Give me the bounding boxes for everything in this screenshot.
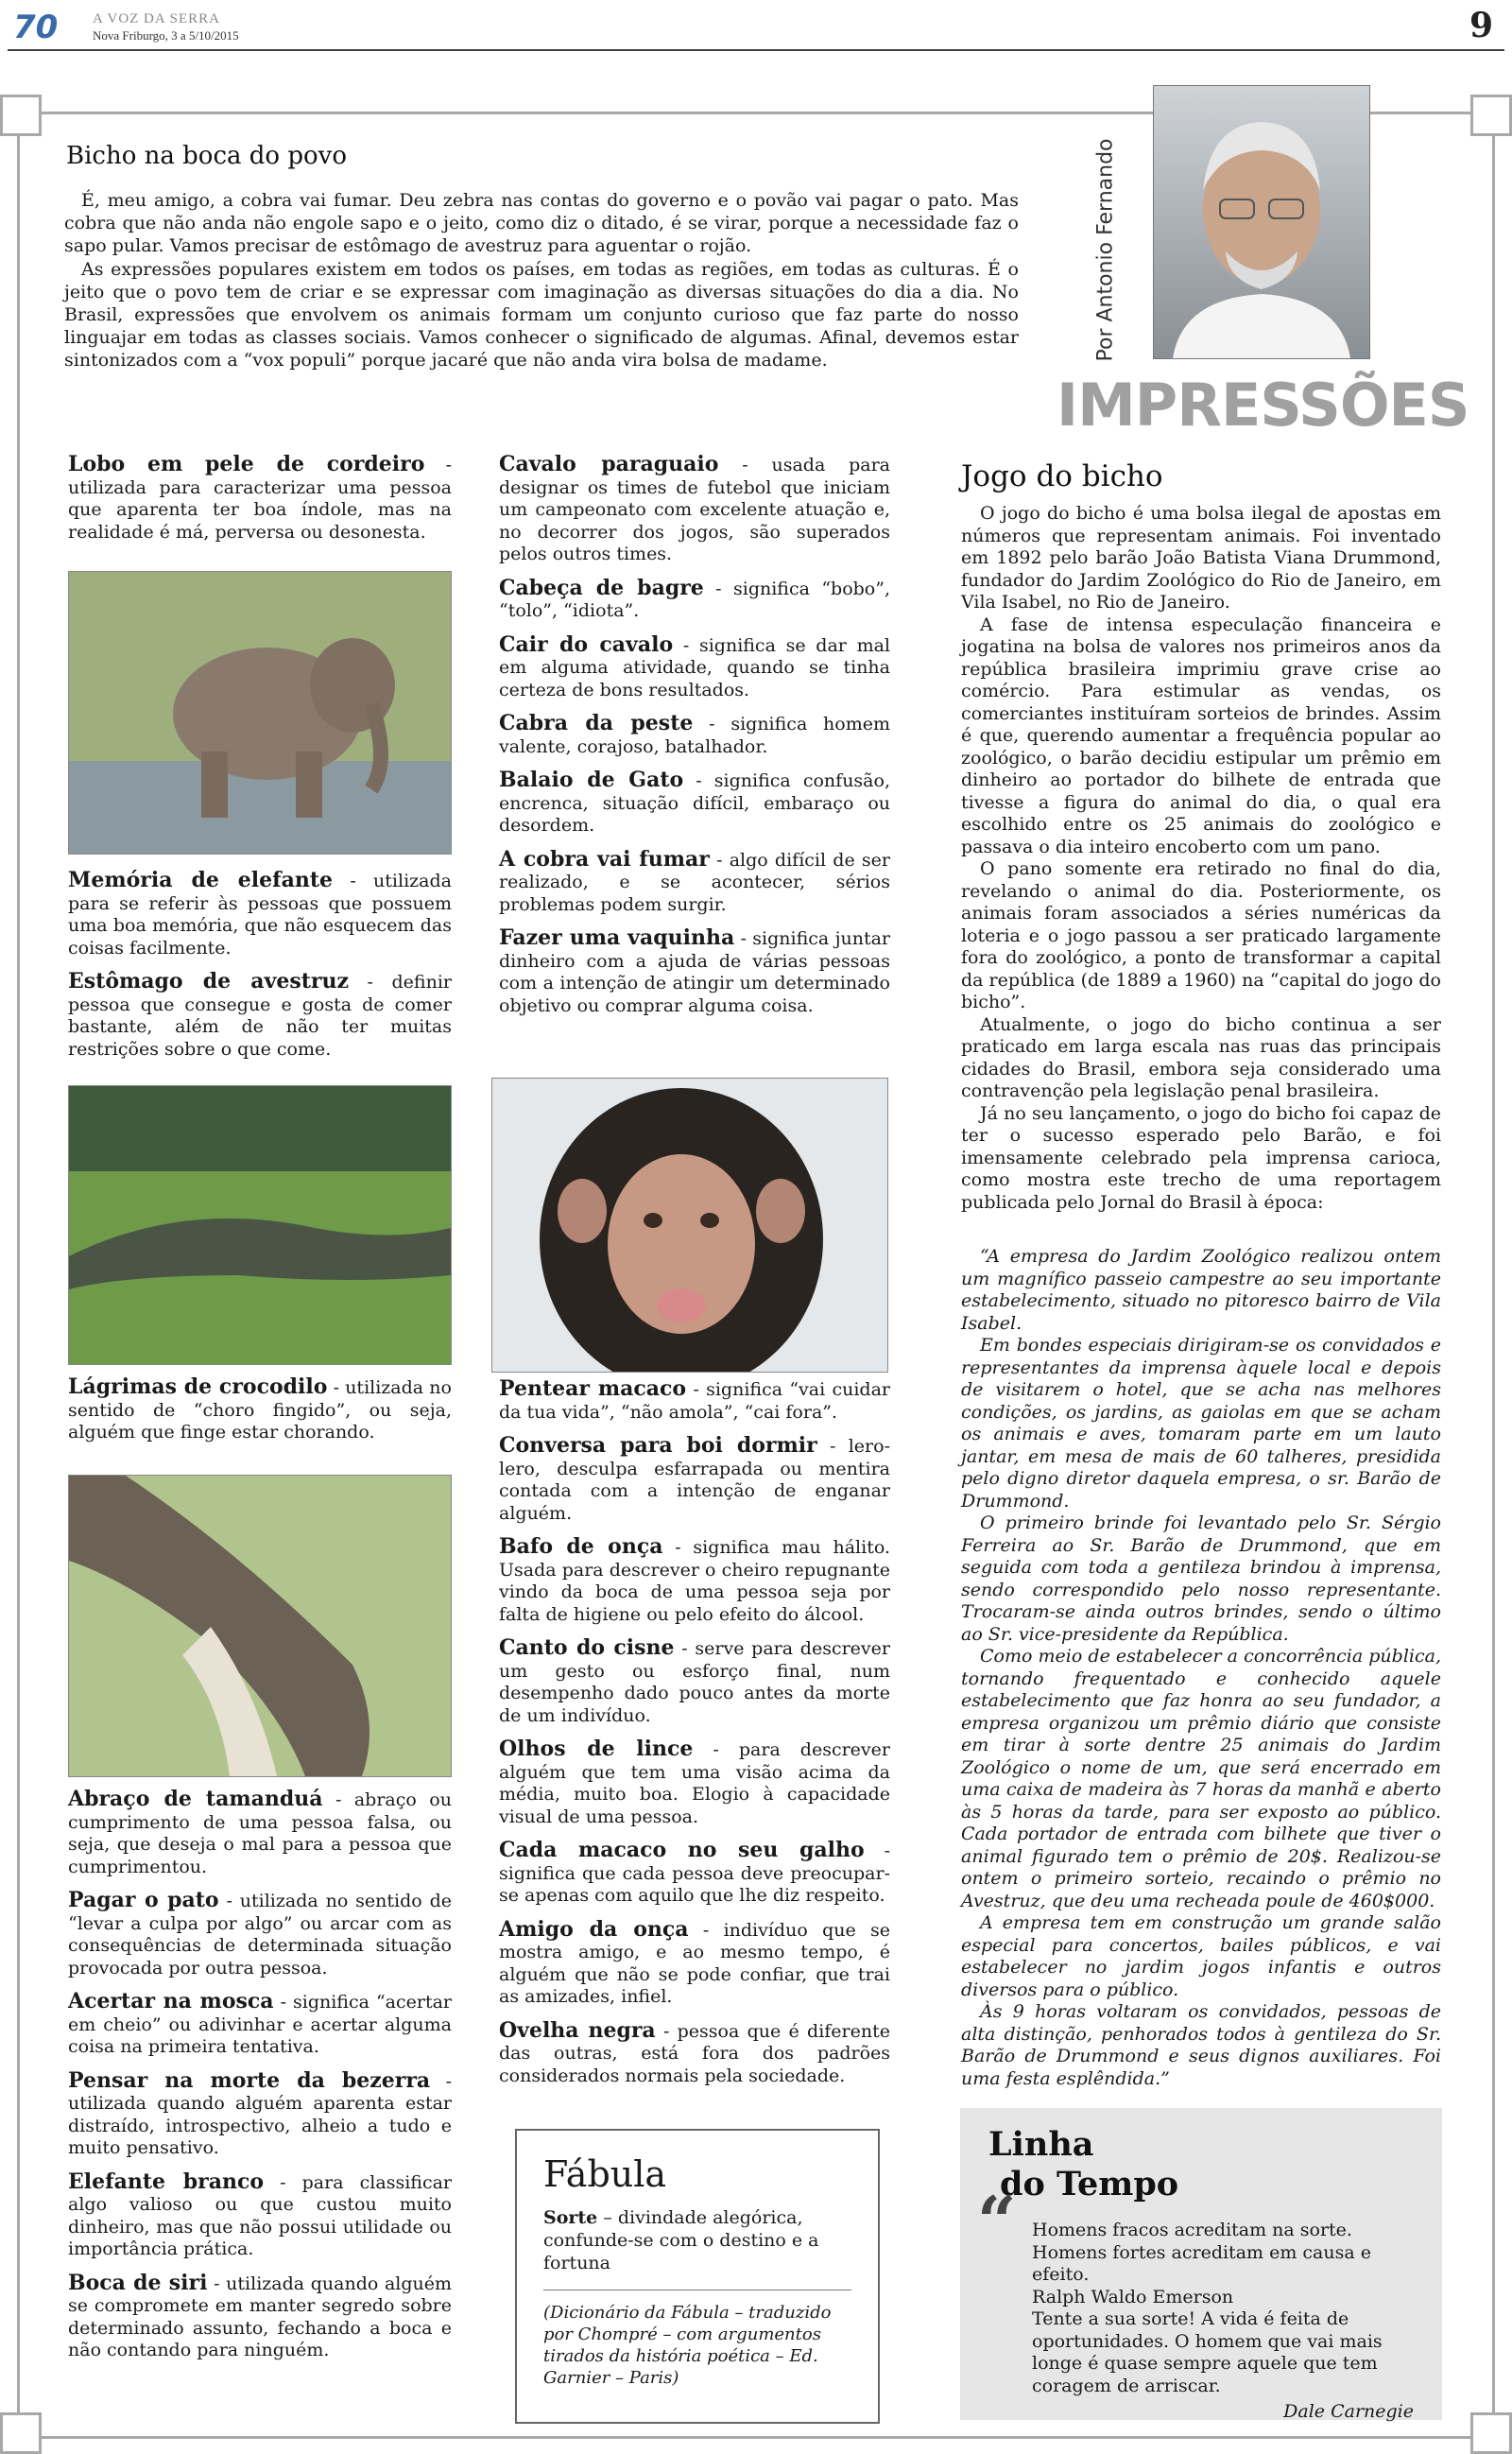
expression-item: Fazer uma vaquinha - significa juntar dinheiro com a ajuda de várias pessoas com a intenção de atingir um determinado objetivo ou comprar alguma coisa. <box>499 925 890 1016</box>
expression-item: Pensar na morte da bezerra - utilizada quando alguém aparenta estar distraído, introspectivo, alheio a tudo e muito pensativo. <box>68 2067 452 2158</box>
author-portrait <box>1153 85 1370 359</box>
expression-item: Abraço de tamanduá - abraço ou cumprimento de uma pessoa falsa, ou seja, que deseja o mal para a pessoa que cumprimentou. <box>68 1787 452 1877</box>
expression-item: Conversa para boi dormir - lero-lero, desculpa esfarrapada ou mentira contada com a intenção de enganar alguém. <box>499 1433 890 1524</box>
expression-item: Bafo de onça - significa mau hálito. Usada para descrever o cheiro repugnante vindo da boca de uma pessoa seja por falta de higiene ou pelo efeito do álcool. <box>499 1534 890 1625</box>
expression-item: Pagar o pato - utilizada no sentido de “levar a culpa por algo” ou arcar com as consequências de determinada situação provocada por outra pessoa. <box>68 1888 452 1979</box>
expression-item: Boca de siri - utilizada quando alguém se compromete em manter segredo sobre determinado assunto, fechando a boca e não contando para ninguém. <box>68 2270 453 2360</box>
expression-item: Estômago de avestruz - definir pessoa que consegue e gosta de comer bastante, além de não ter muitas restrições sobre o que come. <box>68 969 452 1060</box>
frame-corner <box>0 95 42 136</box>
quote-paragraph: Às 9 horas voltaram os convidados, pessoas de alta distinção, penhorados todos à gentileza do Sr. Barão de Drummond e seus dignos auxiliares. Foi uma festa esplêndida.” <box>961 2001 1441 2089</box>
expression-item: Cada macaco no seu galho - significa que cada pessoa deve preocupar-se apenas com aquilo que lhe diz respeito. <box>499 1838 890 1906</box>
frame-corner <box>1470 2412 1512 2454</box>
expression-item: Lágrimas de crocodilo - utilizada no sentido de “choro fingido”, ou seja, alguém que finge estar chorando. <box>68 1374 452 1443</box>
anteater-photo <box>68 1475 452 1777</box>
expression-item: Cabeça de bagre - significa “bobo”, “tolo”, “idiota”. <box>499 575 890 621</box>
expression-item: Cavalo paraguaio - usada para designar os times de futebol que iniciam um campeonato com excelente atuação e, no decorrer dos jogos, são superados pelos outros times. <box>499 452 890 564</box>
frame-corner <box>1470 95 1512 136</box>
quote-paragraph: O primeiro brinde foi levantado pelo Sr. Sérgio Ferreira ao Sr. Barão de Drummond, que em seguida com toda a gentileza brindou à imprensa, sendo correspondido pelo nosso representante. Trocaram-se ainda outros brindes, sendo o último ao Sr. vice-presidente da República. <box>961 1512 1441 1645</box>
expression-item: Pentear macaco - significa “vai cuidar da tua vida”, “não amola”, “cai fora”. <box>499 1376 890 1423</box>
jogo-paragraph: O pano somente era retirado no final do dia, revelando o animal do dia. Posteriormente, os animais foram associados a séries numéricas da loteria e o jogo passou a ser praticado largamente fora do zoológico, a ponto de transformar a capital da república (de 1889 a 1960) na “capital do jogo do bicho”. <box>961 858 1441 1012</box>
quote-paragraph: Em bondes especiais dirigiram-se os convidados e representantes da imprensa àquele local e depois de visitarem o hotel, que se acha nas melhores condições, os jardins, as gaiolas em que se acham os animais e aves, tomaram parte em um lauto jantar, em mesa de mais de 60 talheres, presidida pelo digno diretor daquela empresa, o sr. Barão de Drummond. <box>961 1335 1441 1512</box>
expression-item: Amigo da onça - indivíduo que se mostra amigo, e ao mesmo tempo, é alguém que não se pode confiar, que trai as amizades, infiel. <box>499 1916 891 2007</box>
quote-author: Dale Carnegie <box>1283 2401 1414 2422</box>
column-title: IMPRESSÕES <box>1057 371 1469 440</box>
byline: Por Antonio Fernando <box>1093 138 1118 362</box>
jogo-article <box>961 503 1441 1214</box>
issue-date: Nova Friburgo, 3 a 5/10/2015 <box>93 28 239 43</box>
expression-item: Lobo em pele de cordeiro - utilizada para caracterizar uma pessoa que aparenta ter boa índole, mas na realidade é má, perversa ou desonesta. <box>68 452 452 543</box>
fabula-box <box>515 2129 880 2424</box>
expression-item: Memória de elefante - utilizada para se referir às pessoas que possuem uma boa memória, que não esquecem das coisas facilmente. <box>68 868 452 959</box>
newspaper-name: A VOZ DA SERRA <box>93 11 220 26</box>
expression-item: Canto do cisne - serve para descrever um gesto ou esforço final, num desempenho dado pouco antes da morte de um indivíduo. <box>499 1635 890 1726</box>
quote-paragraph: “A empresa do Jardim Zoológico realizou ontem um magnífico passeio campestre ao seu importante estabelecimento, situado no pitoresco bairro de Vila Isabel. <box>961 1246 1441 1334</box>
expression-item: Balaio de Gato - significa confusão, encrenca, situação difícil, embaraço ou desordem. <box>499 768 890 836</box>
newspaper-quote <box>961 1246 1441 2090</box>
linha-title: Linha <box>988 2125 1094 2164</box>
jogo-paragraph: A fase de intensa especulação financeira e jogatina na bolsa de valores nos primeiros anos da república brasileira imprimiu grave crise ao comércio. Para estimular as vendas, os comerciantes instituíram sorteios de brindes. Assim é que, querendo aumentar a frequência popular ao zoológico, o barão decidiu estipular um prêmio em dinheiro ao portador do bilhete de entrada que tivesse a figura do animal do dia, o qual era escolhido entre os 25 animais do zoológico e passava o dia inteiro encoberto com um pano. <box>961 614 1441 857</box>
expression-item: Cabra da peste - significa homem valente, corajoso, batalhador. <box>499 711 891 757</box>
intro-paragraph: As expressões populares existem em todos os países, em todas as regiões, em todas as culturas. É o jeito que o povo tem de criar e se expressar com imaginação as diversas situações do dia a dia. No Brasil, expressões que envolvem os animais formam um conjunto curioso que faz parte do nosso linguajar em todas as classes sociais. Vamos conhecer o significado de algumas. Afinal, devemos estar sintonizados com a “vox populi” porque jacaré que não anda vira bolsa de madame. <box>64 258 1019 372</box>
jogo-paragraph: Atualmente, o jogo do bicho continua a ser praticado em larga escala nas ruas das principais cidades do Brasil, embora seja considerado uma contravenção pela legislação penal brasileira. <box>961 1013 1441 1101</box>
logo-number: 70 <box>13 9 59 45</box>
intro-paragraph: É, meu amigo, a cobra vai fumar. Deu zebra nas contas do governo e o povão vai pagar o pato. Mas cobra que não anda não engole sapo e o jeito, como diz o ditado, é se virar, porque a necessidade faz o sapo pular. Vamos precisar de estômago de avestruz para aguentar o rojão. <box>64 190 1019 257</box>
jogo-paragraph: Já no seu lançamento, o jogo do bicho foi capaz de ter o sucesso esperado pelo Barão, e foi imensamente celebrado pela imprensa carioca, como mostra este trecho de uma reportagem publicada pelo Jornal do Brasil à época: <box>961 1102 1441 1213</box>
quote-paragraph: A empresa tem em construção um grande salão especial para concertos, bailes públicos, e vai estabelecer no jardim jogos infantis e outros diversos para o público. <box>961 1912 1441 2000</box>
expressions-column-1c <box>68 1376 452 1456</box>
jogo-title: Jogo do bicho <box>961 459 1163 493</box>
intro-text <box>64 189 1019 372</box>
quote-mark-icon: “ <box>977 2181 1017 2261</box>
expression-item: Elefante branco - para classificar algo valioso ou que custou muito dinheiro, mas que não possui utilidade ou importância prática. <box>68 2169 452 2259</box>
fabula-title: Fábula <box>543 2153 667 2195</box>
expressions-column-2b <box>499 1378 890 2099</box>
quote-text: Tente a sua sorte! A vida é feita de oportunidades. O homem que vai mais longe é quase sempre aquele que tem coragem de arriscar. <box>1032 2308 1383 2396</box>
linha-title-2: do Tempo <box>1000 2165 1179 2203</box>
frame-corner <box>0 2412 42 2454</box>
intro-title: Bicho na boca do povo <box>66 142 347 170</box>
jogo-paragraph: O jogo do bicho é uma bolsa ilegal de apostas em números que representam animais. Foi inventado em 1892 pelo barão João Batista Viana Drummond, fundador do Jardim Zoológico do Rio de Janeiro, em Vila Isabel, no Rio de Janeiro. <box>961 503 1441 613</box>
elephant-photo <box>68 571 452 855</box>
quote-text: Homens fracos acreditam na sorte. Homens fortes acreditam em causa e efeito. <box>1032 2220 1371 2285</box>
expression-item: Cair do cavalo - significa se dar mal em alguma atividade, quando se tinha certeza de bons resultados. <box>499 631 890 700</box>
page-number: 9 <box>1469 6 1493 45</box>
expression-item: Acertar na mosca - significa “acertar em cheio” ou adivinhar e acertar alguma coisa na primeira tentativa. <box>68 1989 452 2057</box>
expressions-column-2 <box>499 454 890 1028</box>
fabula-definition: Sorte – divindade alegórica, confunde-se com o destino e a fortuna <box>543 2206 851 2290</box>
anniversary-logo <box>8 8 74 45</box>
quote-paragraph: Como meio de estabelecer a concorrência pública, tornando frequentado e conhecido aquele estabelecimento que faz honra ao seu fundador, a empresa organizou um prêmio diário que consiste em tirar à sorte dentre 25 animais do Jardim Zoológico o nome de um, que será encerrado em uma caixa de madeira às 7 horas da manhã e aberto às 5 horas da tarde, para ser exposto ao público. Cada portador de entrada com bilhete que tiver o animal figurado tem o prêmio de 20$. Realizou-se ontem o primeiro sorteio, recaindo o prêmio no Avestruz, que deu uma recheada poule de 460$000. <box>961 1646 1441 1911</box>
fabula-source: (Dicionário da Fábula – traduzido por Chompré – com argumentos tirados da história poética – Ed. Garnier – Paris) <box>543 2303 832 2388</box>
expression-item: A cobra vai fumar - algo difícil de ser realizado, e se acontecer, sérios problemas podem surgir. <box>499 846 890 915</box>
expressions-column-1b <box>68 870 452 1072</box>
expression-item: Ovelha negra - pessoa que é diferente das outras, está fora dos padrões considerados normais pela sociedade. <box>499 2017 890 2086</box>
expression-item: Olhos de lince - para descrever alguém que tem uma visão acima da média, muito boa. Elogio à capacidade visual de uma pessoa. <box>499 1737 890 1827</box>
expressions-column-1 <box>68 454 452 555</box>
linha-quotes <box>1032 2220 1414 2424</box>
quote-author: Ralph Waldo Emerson <box>1032 2286 1234 2307</box>
header-rule <box>8 49 1504 51</box>
expressions-column-1d <box>68 1789 452 2374</box>
crocodile-photo <box>68 1085 452 1365</box>
chimpanzee-photo <box>491 1078 888 1373</box>
